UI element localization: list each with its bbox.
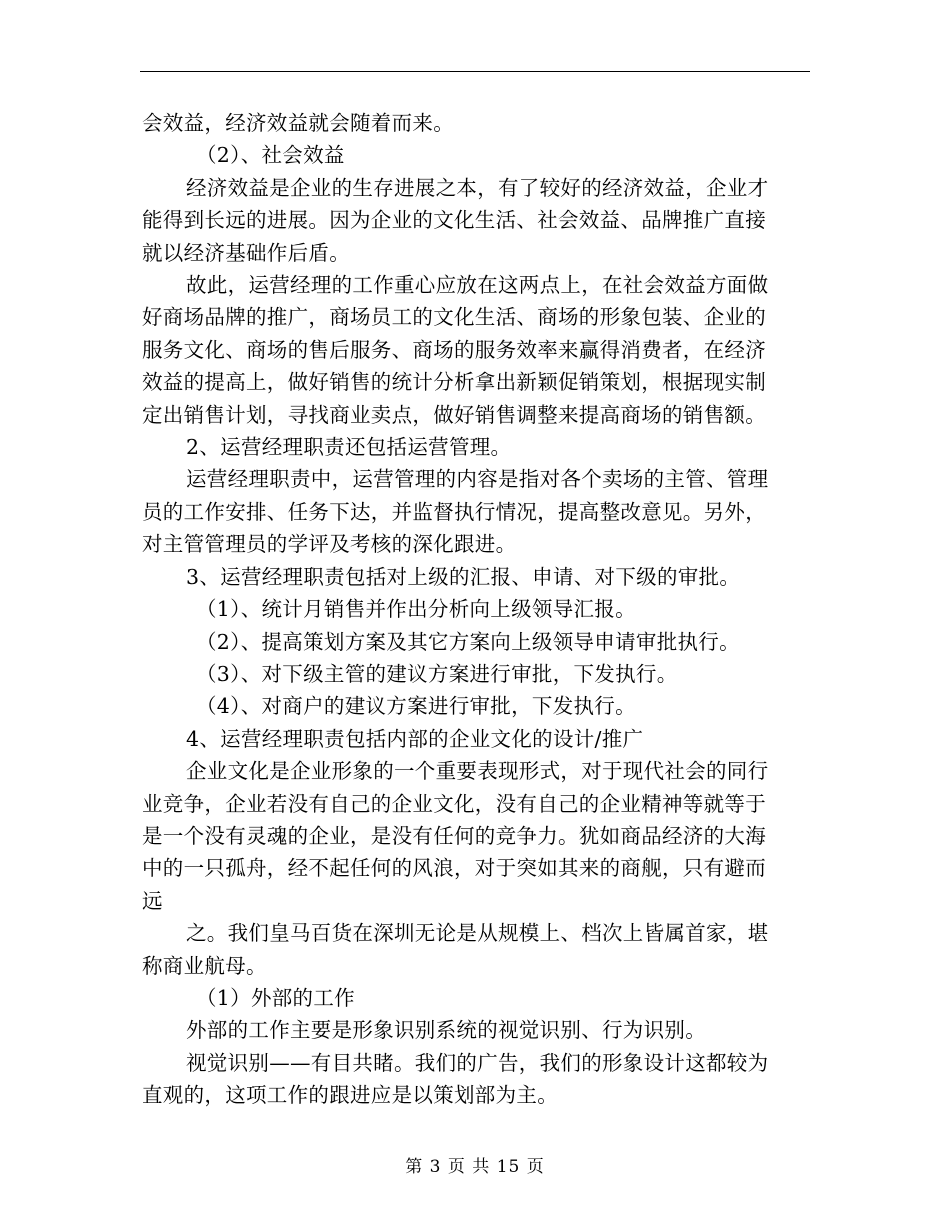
list-item: （3）、对下级主管的建议方案进行审批，下发执行。 — [196, 661, 678, 686]
paragraph-line: 对主管管理员的学评及考核的深化跟进。 — [142, 532, 517, 557]
paragraph-line: 业竞争，企业若没有自己的企业文化，没有自己的企业精神等就等于 — [142, 791, 766, 816]
paragraph-line: 之。我们皇马百货在深圳无论是从规模上、档次上皆属首家，堪 — [186, 921, 769, 946]
paragraph-line: 经济效益是企业的生存进展之本，有了较好的经济效益，企业才 — [186, 175, 769, 200]
paragraph-line: 服务文化、商场的售后服务、商场的服务效率来赢得消费者，在经济 — [142, 337, 766, 362]
list-item: （2）、提高策划方案及其它方案向上级领导申请审批执行。 — [196, 629, 740, 654]
paragraph-line: 故此，运营经理的工作重心应放在这两点上，在社会效益方面做 — [186, 273, 769, 298]
header-rule — [140, 71, 810, 72]
section-heading: 3、运营经理职责包括对上级的汇报、申请、对下级的审批。 — [186, 564, 741, 589]
paragraph-line: 远 — [142, 888, 163, 913]
list-item: （4）、对商户的建议方案进行审批，下发执行。 — [196, 694, 636, 719]
page-footer: 第 3 页 共 15 页 — [405, 1157, 545, 1177]
paragraph-line: 就以经济基础作后盾。 — [142, 240, 350, 265]
paragraph-line: 运营经理职责中，运营管理的内容是指对各个卖场的主管、管理 — [186, 467, 769, 492]
paragraph-line: 企业文化是企业形象的一个重要表现形式，对于现代社会的同行 — [186, 759, 769, 784]
paragraph-line: 称商业航母。 — [142, 953, 267, 978]
paragraph-line: 效益的提高上，做好销售的统计分析拿出新颖促销策划，根据现实制 — [142, 370, 766, 395]
document-body — [142, 107, 808, 1112]
paragraph-line: 直观的，这项工作的跟进应是以策划部为主。 — [142, 1083, 558, 1108]
paragraph-line: 中的一只孤舟，经不起任何的风浪，对于突如其来的商舰，只有避而 — [142, 856, 766, 881]
section-heading: （2）、社会效益 — [196, 143, 345, 168]
paragraph-line: 外部的工作主要是形象识别系统的视觉识别、行为识别。 — [186, 1018, 706, 1043]
section-heading: （1）外部的工作 — [196, 985, 355, 1010]
section-heading: 4、运营经理职责包括内部的企业文化的设计/推广 — [186, 726, 644, 751]
paragraph-line: 会效益，经济效益就会随着而来。 — [142, 111, 454, 135]
paragraph-line: 是一个没有灵魂的企业，是没有任何的竞争力。犹如商品经济的大海 — [142, 823, 766, 848]
list-item: （1）、统计月销售并作出分析向上级领导汇报。 — [196, 597, 636, 622]
paragraph-line: 视觉识别——有目共睹。我们的广告，我们的形象设计这都较为 — [186, 1050, 769, 1075]
paragraph-line: 能得到长远的进展。因为企业的文化生活、社会效益、品牌推广直接 — [142, 208, 766, 233]
section-heading: 2、运营经理职责还包括运营管理。 — [186, 435, 512, 460]
paragraph-line: 好商场品牌的推广，商场员工的文化生活、商场的形象包装、企业的 — [142, 305, 766, 330]
paragraph-line: 员的工作安排、任务下达，并监督执行情况，提高整改意见。另外， — [142, 499, 766, 524]
paragraph-line: 定出销售计划，寻找商业卖点，做好销售调整来提高商场的销售额。 — [142, 402, 766, 427]
